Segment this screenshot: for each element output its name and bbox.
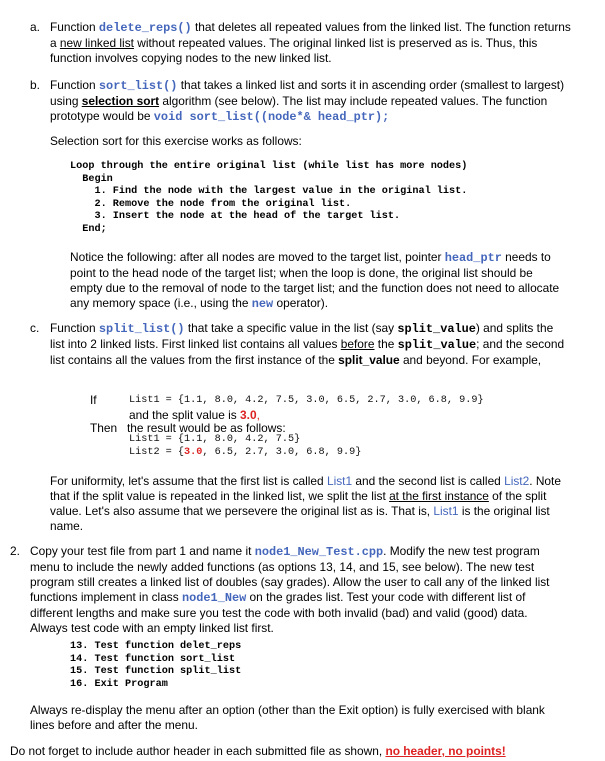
redisplay-note: Always re-display the menu after an option (other than the Exit option) is fully exercised with blank lines before and after the menu. [30,703,545,732]
section-2-text [30,544,565,636]
footer-note [10,744,600,759]
text: Copy your test file from part 1 and name it [30,544,255,558]
underlined-text: before [340,337,375,351]
list-name: List1 [326,474,353,488]
text: that deletes all repeated values from the linked list. The function returns a [50,20,571,50]
underlined-text: at the first instance [389,489,489,503]
text: and beyond. For example, [399,353,542,367]
text: , [256,408,260,422]
text: ; and the second list contains all the values from the first instance of the [50,337,565,367]
uniformity-paragraph [50,474,570,534]
text: Function [50,78,99,92]
menu-block [70,641,241,691]
text: without repeated values. The original linked list is preserved as is. Thus, this function involves copying nodes to the new linked list. [50,36,538,65]
item-b-text [50,78,580,125]
function-name: split_list() [98,322,185,336]
underlined-text: selection sort [81,94,160,108]
function-prototype: void sort_list((node*& head_ptr); [153,110,390,124]
result-list1: List1 = {1.1, 8.0, 4.2, 7.5} [129,434,301,445]
result-list2 [129,447,361,460]
section-2-label: 2. [10,544,20,558]
menu-line: 13. Test function delet_reps [70,641,242,652]
pointer-name: head_ptr [444,251,502,265]
text: algorithm (see below). The list may include repeated values. The function prototype would be [50,94,548,123]
code-term: split_value [397,338,477,352]
result-text: the result would be as follows: [127,421,286,435]
menu-line: 14. Test function sort_list [70,653,236,665]
item-c-label: c. [30,321,40,335]
class-name: node1_New [182,591,247,605]
text: ) and splits the list into 2 linked lists. First linked list contains all values [50,321,554,351]
algorithm-block [70,161,467,237]
text: and the split value is [129,408,241,422]
text: Notice the following: after all nodes are moved to the target list, pointer [70,250,445,264]
split-value: 3.0 [240,408,257,422]
text: Function [50,20,99,34]
item-c-text [50,321,570,368]
text: For uniformity, let's assume that the first list is called [50,474,327,488]
warning-text: no header, no points! [385,744,506,758]
function-name: delete_reps() [98,21,192,35]
text: operator). [273,296,329,310]
text: needs to point to the head node of the target list; when the loop is done, the original list should be empty due to the removal of node to the target list; and the function does not need to allocate any memory space (i.e., using the [70,250,560,310]
text: of the split value. Let's also assume that we persevere the original list as is. That is, [50,489,547,518]
code-term: split_value [397,322,476,336]
text: Function [50,321,99,335]
algo-line: Loop through the entire original list (while list has more nodes) [70,161,468,172]
algo-line: 2. Remove the node from the original list. [70,198,352,210]
text: and the second list is called [352,474,505,488]
split-value: 3.0 [184,447,203,458]
bold-term: split_value [338,353,400,367]
text: , 6.5, 2.7, 3.0, 6.8, 9.9} [202,447,362,458]
text: List2 = { [129,447,185,458]
menu-line: 15. Test function split_list [70,666,242,678]
text: the [374,337,398,351]
text: that take a specific value in the list (say [184,321,398,335]
file-name: node1_New_Test.cpp [254,545,384,559]
item-a-text [50,20,580,66]
list-name: List2 [504,474,530,488]
selection-sort-intro: Selection sort for this exercise works as follows: [50,134,302,148]
list-name: List1 [433,504,459,518]
algo-line: Begin [70,173,113,185]
algo-line: 3. Insert the node at the head of the target list. [70,211,401,223]
item-b-label: b. [30,78,40,92]
underlined-text: new linked list [59,36,134,50]
text: on the grades list. Test your code with different list of different lengths and make sure you test the code with both invalid (bad) and valid (good) data. Always test code with an empty linked list first. [30,590,528,635]
algo-line: 1. Find the node with the largest value in the original list. [70,186,468,198]
notice-paragraph [70,250,560,312]
then-label: Then [90,421,118,435]
if-label: If [90,393,97,407]
text: Do not forget to include author header in each submitted file as shown, [10,744,386,758]
text: . Note that if the split value is repeated in the linked list, we split the list [50,474,561,503]
text: that takes a linked list and sorts it in ascending order (smallest to largest) using [50,78,565,108]
menu-line: 16. Exit Program [70,678,168,690]
item-a-label: a. [30,20,40,34]
text: is the original list name. [50,504,550,533]
keyword: new [251,297,274,311]
text: . Modify the new test program menu to include the newly added functions (as options 13, 14, and 15, see below). The new test program still creates a linked list of doubles (say grades). Allow the user to call any of the linked list functions implement in class [30,544,550,604]
algo-line: End; [70,223,107,235]
function-name: sort_list() [98,79,178,93]
list1-example: List1 = {1.1, 8.0, 4.2, 7.5, 3.0, 6.5, 2.7, 3.0, 6.8, 9.9} [129,395,484,406]
